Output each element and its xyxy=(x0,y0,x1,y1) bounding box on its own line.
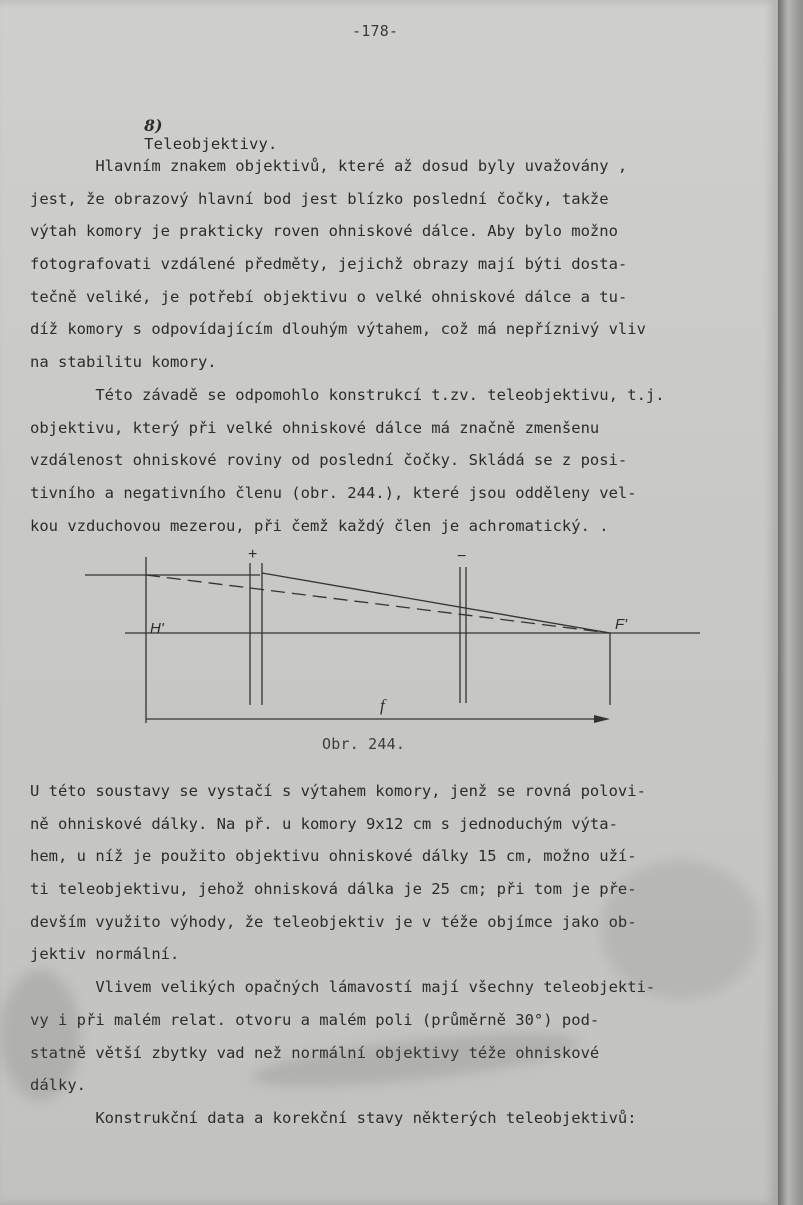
text-line: na stabilitu komory. xyxy=(30,353,217,372)
text-line: statně větší zbytky vad než normální objektivy téže ohniskové xyxy=(30,1043,600,1062)
paper-stain xyxy=(0,970,80,1100)
f-prime-label: F' xyxy=(615,616,628,633)
text-line: hem, u níž je použito objektivu ohniskové dálky 15 cm, možno uží- xyxy=(30,847,637,866)
text-line: vzdálenost ohniskové roviny od poslední čočky. Skládá se z posi- xyxy=(30,451,628,470)
ray-dashed-line xyxy=(146,575,610,633)
paragraph-1 xyxy=(30,150,770,542)
text-line: objektivu, který při velké ohniskové dálce má značně zmenšenu xyxy=(30,418,600,437)
text-line: jest, že obrazový hlavní bod jest blízko poslední čočky, takže xyxy=(30,189,609,208)
text-line: tivního a negativního členu (obr. 244.), které jsou odděleny vel- xyxy=(30,483,637,502)
ray-line xyxy=(262,573,610,633)
f-label: f xyxy=(380,696,385,715)
text-line: ti teleobjektivu, jehož ohnisková dálka je 25 cm; při tom je pře- xyxy=(30,880,637,899)
telephoto-diagram xyxy=(80,545,720,735)
text-line: Vlivem velikých opačných lámavostí mají všechny teleobjekti- xyxy=(30,978,656,997)
text-line: Konstrukční data a korekční stavy některých teleobjektivů: xyxy=(30,1108,637,1127)
section-number: 8) xyxy=(144,116,163,135)
text-line: vy i při malém relat. otvoru a malém poli (průměrně 30°) pod- xyxy=(30,1010,600,1029)
text-line: kou vzduchovou mezerou, při čemž každý člen je achromatický. . xyxy=(30,516,609,535)
text-line: ně ohniskové dálky. Na př. u komory 9x12 cm s jednoduchým výta- xyxy=(30,814,618,833)
arrow-head-icon xyxy=(594,715,610,723)
h-prime-label: H' xyxy=(150,620,164,637)
text-line: výtah komory je prakticky roven ohniskové dálce. Aby bylo možno xyxy=(30,222,618,241)
paper-stain xyxy=(600,860,760,1000)
text-line: devším využito výhody, že teleobjektiv je v téže objímce jako ob- xyxy=(30,912,637,931)
page-edge xyxy=(778,0,803,1205)
text-line: fotografovati vzdálené předměty, jejichž obrazy mají býti dosta- xyxy=(30,255,628,274)
text-line: U této soustavy se vystačí s výtahem komory, jenž se rovná polovi- xyxy=(30,782,646,800)
text-line: jektiv normální. xyxy=(30,945,180,964)
text-line: dálky. xyxy=(30,1076,86,1095)
text-line: tečně veliké, je potřebí objektivu o velké ohniskové dálce a tu- xyxy=(30,287,628,306)
figure-caption: Obr. 244. xyxy=(322,735,406,753)
text-line: díž komory s odpovídajícím dlouhým výtahem, což má nepříznivý vliv xyxy=(30,320,646,339)
text-line: Této závadě se odpomohlo konstrukcí t.zv. teleobjektivu, t.j. xyxy=(30,385,665,404)
minus-label: − xyxy=(457,548,467,565)
section-title: Teleobjektivy. xyxy=(144,135,278,153)
text-line: Hlavním znakem objektivů, které až dosud byly uvažovány , xyxy=(30,157,628,175)
page-number: -178- xyxy=(352,22,399,40)
plus-label: + xyxy=(248,546,258,563)
